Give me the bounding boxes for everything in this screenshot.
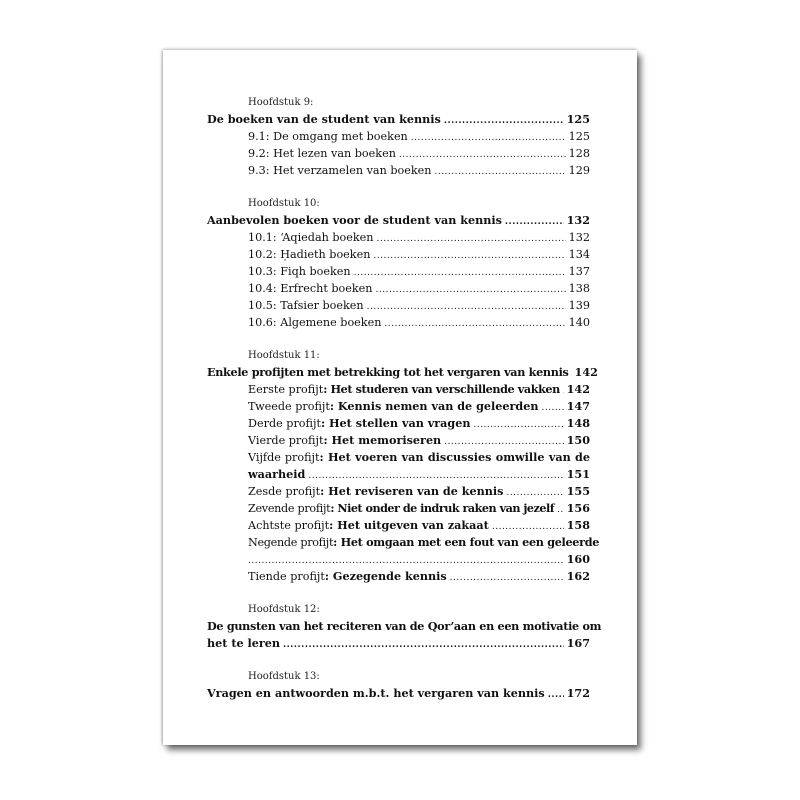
chapter-label-text: Hoofdstuk 9:: [248, 97, 314, 108]
chapter-label-text: Hoofdstuk 10:: [248, 198, 320, 209]
book-page: [163, 50, 637, 745]
entry-title: : Niet onder de indruk raken van jezelf: [330, 501, 555, 515]
entry-title: 10.6: Algemene boeken: [248, 316, 382, 329]
toc-entry[interactable]: [207, 381, 590, 398]
page-number: 162: [566, 569, 590, 583]
page-number: 138: [568, 282, 590, 295]
chapter-label: [207, 195, 590, 212]
toc-entry[interactable]: [207, 618, 602, 635]
page-number: 125: [568, 130, 590, 143]
toc-entry-continuation[interactable]: [207, 466, 590, 483]
page-number: 158: [566, 518, 590, 532]
toc-entry[interactable]: [207, 162, 590, 179]
entry-title: 10.2: Ḥadieth boeken: [248, 248, 371, 261]
entry-title: : Het stellen van vragen: [320, 416, 471, 430]
page-number: 125: [566, 112, 590, 126]
entry-title: 9.2: Het lezen van boeken: [248, 147, 396, 160]
page-number: 137: [568, 265, 590, 278]
toc-entry[interactable]: [207, 364, 598, 381]
toc-entry[interactable]: [207, 212, 590, 229]
entry-title: : Het omgaan met een fout van een geleerde: [333, 535, 600, 549]
toc-entry[interactable]: [207, 500, 590, 517]
entry-title: Enkele profijten met betrekking tot het vergaren van kennis: [207, 365, 569, 379]
toc-entry[interactable]: [207, 568, 590, 585]
page-number: 167: [566, 636, 590, 650]
chapter-label: [207, 601, 590, 618]
entry-prefix: Tweede profijt: [248, 400, 330, 413]
page-number: 140: [568, 316, 590, 329]
table-of-contents: [207, 94, 602, 702]
toc-entry[interactable]: [207, 280, 590, 297]
entry-title: : Het reviseren van de kennis: [320, 484, 504, 498]
toc-entry[interactable]: [207, 263, 590, 280]
page-number: 142: [574, 365, 598, 379]
toc-entry[interactable]: [207, 449, 590, 466]
page-number: 172: [566, 686, 590, 700]
entry-title: De gunsten van het reciteren van de Qor’aan en een motivatie om: [207, 619, 602, 633]
toc-entry[interactable]: [207, 128, 590, 145]
toc-entry[interactable]: [207, 483, 590, 500]
chapter-label: [207, 347, 590, 364]
toc-entry-continuation[interactable]: [207, 551, 590, 568]
page-number: 148: [566, 416, 590, 430]
entry-title: De boeken van de student van kennis: [207, 112, 441, 126]
entry-prefix: Vijfde profijt: [248, 451, 320, 464]
page-number: 129: [568, 164, 590, 177]
entry-prefix: Negende profijt: [248, 536, 334, 549]
entry-title: : Het studeren van verschillende vakken: [323, 382, 560, 396]
entry-title: : Het uitgeven van zakaat: [329, 518, 489, 532]
entry-title: Vragen en antwoorden m.b.t. het vergaren van kennis: [207, 686, 545, 700]
entry-line: [248, 534, 600, 551]
entry-prefix: Zevende profijt: [248, 502, 331, 515]
page-number: 139: [568, 299, 590, 312]
entry-prefix: Eerste profijt: [248, 383, 324, 396]
page-number: 151: [566, 467, 590, 481]
dot-leader: [450, 568, 564, 587]
entry-title-cont: waarheid: [248, 467, 306, 481]
entry-prefix: Tiende profijt: [248, 570, 325, 583]
page-number: 150: [566, 433, 590, 447]
toc-entry[interactable]: [207, 517, 590, 534]
page-number: 142: [566, 382, 590, 396]
entry-title: 9.1: De omgang met boeken: [248, 130, 408, 143]
chapter-label: [207, 668, 590, 685]
dot-leader: [548, 685, 564, 704]
toc-entry[interactable]: [207, 314, 590, 331]
entry-title: 10.3: Fiqh boeken: [248, 265, 351, 278]
entry-title: : Gezegende kennis: [324, 569, 447, 583]
entry-title: 10.5: Tafsier boeken: [248, 299, 364, 312]
page-number: 156: [566, 501, 590, 515]
entry-title: : Het memoriseren: [323, 433, 442, 447]
toc-entry[interactable]: [207, 415, 590, 432]
toc-entry[interactable]: [207, 111, 590, 128]
toc-entry[interactable]: [207, 432, 590, 449]
toc-entry[interactable]: [207, 685, 590, 702]
entry-title: Aanbevolen boeken voor de student van kennis: [207, 213, 502, 227]
chapter-label-text: Hoofdstuk 11:: [248, 350, 320, 361]
toc-entry-continuation[interactable]: [207, 635, 590, 652]
chapter-label: [207, 94, 590, 111]
entry-title-cont: het te leren: [207, 636, 281, 650]
toc-entry[interactable]: [207, 145, 590, 162]
entry-line: [248, 449, 590, 466]
entry-title: 10.1: ‘Aqiedah boeken: [248, 231, 374, 244]
page-number: 160: [566, 552, 590, 566]
page-number: 147: [566, 399, 590, 413]
entry-prefix: Derde profijt: [248, 417, 321, 430]
toc-entry[interactable]: [207, 246, 590, 263]
page-number: 128: [568, 147, 590, 160]
dot-leader: [434, 162, 565, 181]
toc-entry[interactable]: [207, 229, 590, 246]
toc-entry[interactable]: [207, 398, 590, 415]
chapter-label-text: Hoofdstuk 12:: [248, 604, 320, 615]
toc-entry[interactable]: [207, 534, 600, 551]
entry-title: 10.4: Erfrecht boeken: [248, 282, 373, 295]
entry-title: 9.3: Het verzamelen van boeken: [248, 164, 432, 177]
page-number: 155: [566, 484, 590, 498]
entry-title: : Kennis nemen van de geleerden: [329, 399, 539, 413]
page-number: 132: [568, 231, 590, 244]
entry-prefix: Zesde profijt: [248, 485, 321, 498]
entry-prefix: Achtste profijt: [248, 519, 330, 532]
dot-leader: [384, 314, 565, 333]
entry-prefix: Vierde profijt: [248, 434, 324, 447]
dot-leader: [283, 635, 564, 654]
page-number: 134: [568, 248, 590, 261]
toc-entry[interactable]: [207, 297, 590, 314]
page-number: 132: [566, 213, 590, 227]
entry-title: : Het voeren van discussies omwille van de: [319, 450, 590, 464]
chapter-label-text: Hoofdstuk 13:: [248, 671, 320, 682]
